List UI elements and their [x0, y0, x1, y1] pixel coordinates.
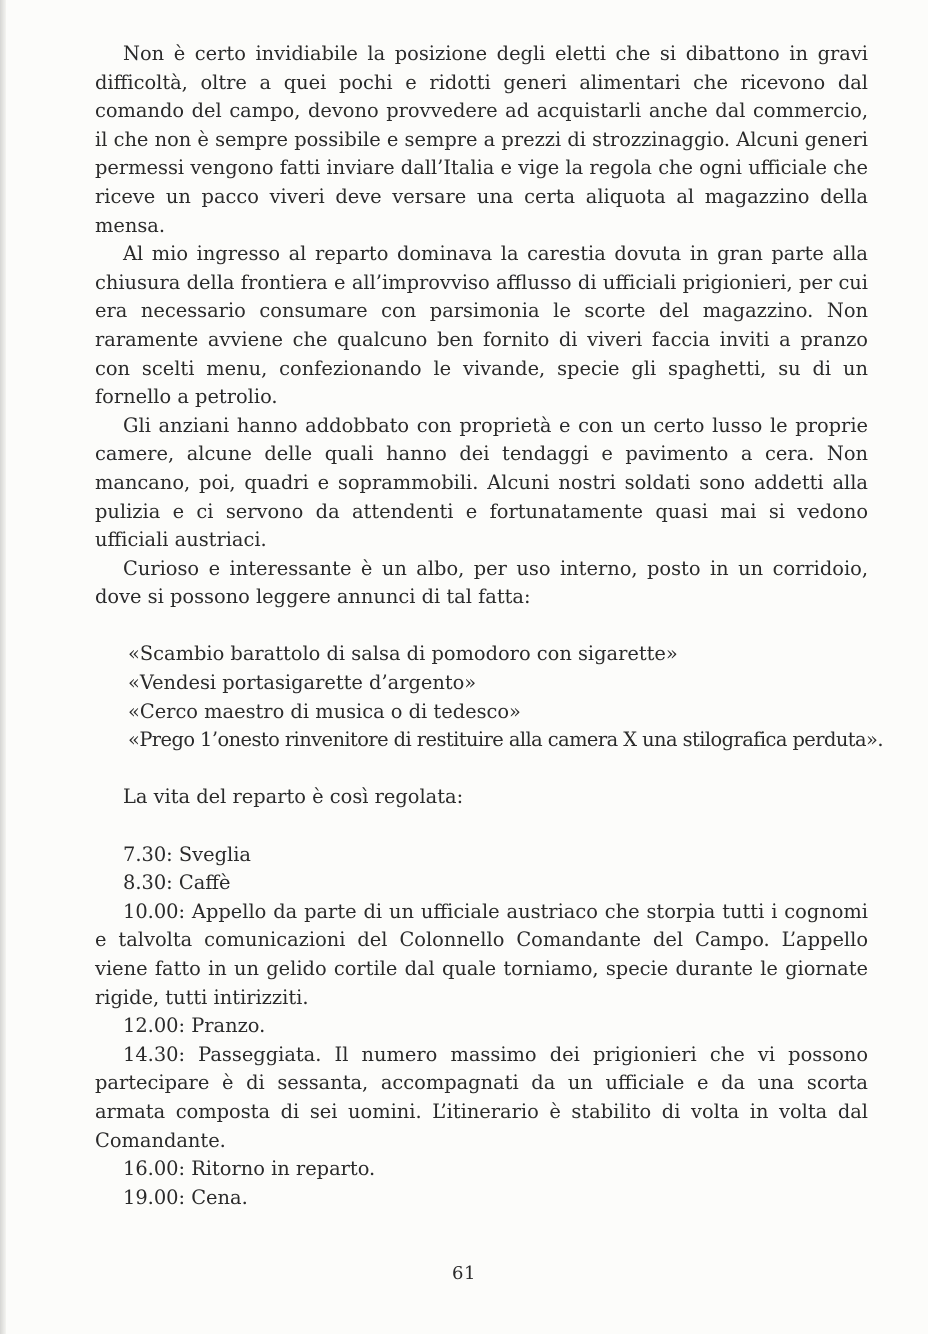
paragraph: Non è certo invidiabile la posizione degli eletti che si dibattono in gravi difficoltà, oltre a quei pochi e ridotti generi alimentari che ricevono dal comando del campo, devono provvedere ad acquistarli anche dal commercio, il che non è sempre possibile e sempre a prezzi di strozzinaggio. Alcuni generi permessi vengono fatti inviare dall’Italia e vige la regola che ogni ufficiale che riceve un pacco viveri deve versare una certa aliquota al magazzino della mensa. [95, 42, 868, 237]
paragraph: Gli anziani hanno addobbato con proprietà e con un certo lusso le proprie camere, alcune delle quali hanno dei tendaggi e pavimento a cera. Non mancano, poi, quadri e soprammobili. Alcuni nostri soldati sono addetti alla pulizia e ci servono da attendenti e fortunatamente quasi mai si vedono ufficiali austriaci. [95, 413, 868, 552]
schedule-item: 7.30: Sveglia [123, 842, 251, 866]
announcement: «Prego 1’onesto rinvenitore di restituire alla camera X una stilografica perduta». [128, 728, 883, 752]
page-text [95, 40, 883, 1212]
schedule-item: 19.00: Cena. [123, 1185, 248, 1209]
spacer [95, 812, 868, 841]
schedule-item: 12.00: Pranzo. [123, 1014, 266, 1038]
announcement: «Scambio barattolo di salsa di pomodoro con sigarette» [128, 642, 678, 666]
schedule-item: 8.30: Caffè [123, 871, 231, 895]
announcement: «Vendesi portasigarette d’argento» [128, 671, 477, 695]
spacer [95, 612, 868, 641]
schedule-item: 10.00: Appello da parte di un ufficiale austriaco che storpia tutti i cognomi e talvolta comunicazioni del Colonnello Comandante del Campo. L’appello viene fatto in un gelido cortile dal quale torniamo, specie durante le giornate rigide, tutti intirizziti. [95, 899, 868, 1009]
binding-edge [0, 0, 6, 1334]
schedule-item: 14.30: Passeggiata. Il numero massimo dei prigionieri che vi possono partecipare è di sessanta, accompagnati da un ufficiale e da una scorta armata composta di sei uomini. L’itinerario è stabilito di volta in volta dal Comandante. [95, 1042, 868, 1152]
page-number: 61 [452, 1263, 476, 1284]
paragraph: Curioso e interessante è un albo, per uso interno, posto in un corridoio, dove si possono leggere annunci di tal fatta: [95, 556, 868, 609]
schedule-intro: La vita del reparto è così regolata: [123, 785, 464, 809]
spacer [95, 755, 868, 784]
paragraph: Al mio ingresso al reparto dominava la carestia dovuta in gran parte alla chiusura della frontiera e all’improvviso afflusso di ufficiali prigionieri, per cui era necessario consumare con parsimonia le scorte del magazzino. Non raramente avviene che qualcuno ben fornito di viveri faccia inviti a pranzo con scelti menu, confezionando le vivande, specie gli spaghetti, su di un fornello a petrolio. [95, 242, 868, 409]
announcement: «Cerco maestro di musica o di tedesco» [128, 699, 521, 723]
schedule-item: 16.00: Ritorno in reparto. [123, 1157, 376, 1181]
